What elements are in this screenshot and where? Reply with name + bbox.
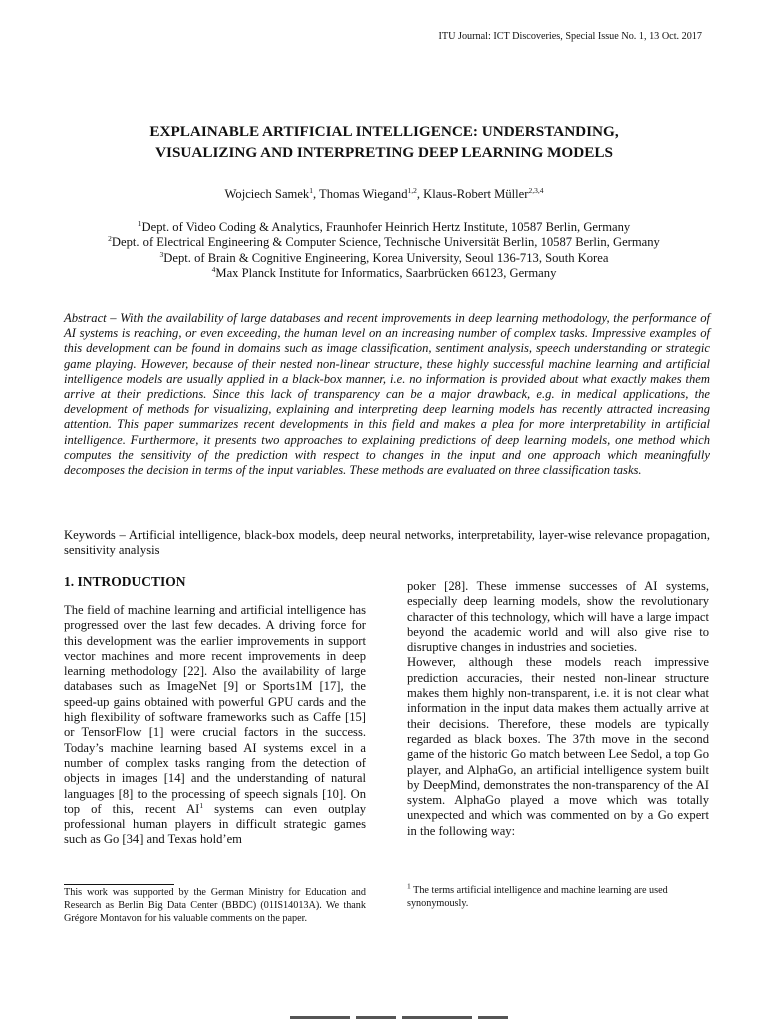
affiliation-text: Max Planck Institute for Informatics, Saarbrücken 66123, Germany [215,266,557,281]
affiliations [40,220,728,282]
author-affil-sup: 1 [309,185,313,195]
abstract: Abstract – With the availability of large databases and recent improvements in deep learning methodology, the performance of AI systems is reaching, or even exceeding, the human level on an increasing number of complex tasks. Impressive examples of this development can be found in domains such as image classification, sentiment analysis, speech understanding or strategic game playing. However, because of their nested non-linear structure, these highly successful machine learning and artificial intelligence models are usually applied in a black-box manner, i.e. no information is provided about what exactly makes them arrive at their predictions. Since this lack of transparency can be a major drawback, e.g. in medical applications, the development of methods for visualizing, explaining and interpreting deep learning models has recently attracted increasing attention. This paper summarizes recent developments in this field and makes a plea for more interpretability in artificial intelligence. Furthermore, it presents two approaches to explaining predictions of deep learning models, one method which computes the sensitivity of the prediction with respect to changes in the input and one approach which meaningfully decomposes the decision in terms of the input variables. These methods are evaluated on three classification tasks. [64,311,710,478]
cut-off-footer [290,1016,700,1024]
author-name: Klaus-Robert Müller [423,187,529,201]
intro-paragraph: However, although these models reach impressive prediction accuracies, their nested non-linear structure makes them highly non-transparent, i.e. it is not clear what information in the input data makes them actually arrive at their decisions. Therefore, these models are typically regarded as black boxes. The 37th move in the second game of the historic Go match between Lee Sedol, a top Go player, and AlphaGo, an artificial intelligence system built by DeepMind, demonstrates the non-transparency of the AI system. AlphaGo played a move which was totally unexpected and which was commented on by a Go expert in the following way: [407,655,709,838]
footer-fragment [290,1016,350,1019]
column-right [407,579,709,839]
affiliation-line [40,220,728,235]
footnote-marker: 1 [407,881,411,891]
affiliation-sup: 4 [211,265,216,275]
intro-paragraph: poker [28]. These immense successes of AI systems, especially deep learning models, show the revolutionary character of this technology, which will have a large impact beyond the academic world and will also give rise to disruptive changes in industries and societies. [407,579,709,655]
affiliation-sup: 1 [137,218,142,228]
affiliation-line [40,251,728,266]
intro-paragraph [64,603,366,848]
footer-fragment [402,1016,472,1019]
funding-footnote: This work was supported by the German Ministry for Education and Research as Berlin Big Data Center (BBDC) (01IS14013A). We thank Grégore Montavon for his valuable comments on the paper. [64,887,366,924]
footer-fragment [478,1016,508,1019]
affiliation-sup: 2 [108,234,112,244]
author-name: Wojciech Samek [224,187,310,201]
paper-title [60,121,708,163]
running-head: ITU Journal: ICT Discoveries, Special Issue No. 1, 13 Oct. 2017 [438,31,702,42]
affiliation-text: Dept. of Electrical Engineering & Computer Science, Technische Universität Berlin, 10587 Berlin, Germany [111,235,660,250]
intro-text: The field of machine learning and artificial intelligence has progressed over the last few decades. A driving force for this development was the earlier improvements in support vector machines and more recent improvements in deep learning methodology [22]. Also the availability of large databases such as ImageNet [9] or Sports1M [17], the speed-up gains obtained with powerful GPU cards and the high flexibility of software frameworks such as Caffe [15] or TensorFlow [1] were crucial factors in the success. Today’s machine learning based AI systems excel in a number of complex tasks ranging from the detection of objects in images [14] and the understanding of natural languages [8] to the processing of speech signals [10]. On top of this, recent AI [64,603,366,816]
affiliation-line [40,266,728,281]
title-line-1: EXPLAINABLE ARTIFICIAL INTELLIGENCE: UNDERSTANDING, [149,123,619,140]
author-name: Thomas Wiegand [319,187,408,201]
affiliation-sup: 3 [159,249,164,259]
author-affil-sup: 2,3,4 [528,185,544,195]
affiliation-text: Dept. of Brain & Cognitive Engineering, Korea University, Seoul 136-713, South Korea [163,250,609,265]
footnote-text: The terms artificial intelligence and machine learning are used synonymously. [407,885,668,909]
affiliation-line [40,235,728,250]
affiliation-text: Dept. of Video Coding & Analytics, Fraunhofer Heinrich Hertz Institute, 10587 Berlin, Germany [141,220,631,234]
footnote-1 [407,881,709,910]
footnote-rule [64,884,174,885]
section-heading-introduction: 1. INTRODUCTION [64,574,186,589]
author-affil-sup: 1,2 [407,185,417,195]
keywords: Keywords – Artificial intelligence, black-box models, deep neural networks, interpretability, layer-wise relevance propagation, sensitivity analysis [64,528,710,558]
column-left [64,603,366,848]
title-line-2: VISUALIZING AND INTERPRETING DEEP LEARNING MODELS [155,144,613,161]
footer-fragment [356,1016,396,1019]
intro-text: systems can even outplay professional human players in difficult strategic games such as Go [34] and Texas hold’em [64,801,366,847]
footnote-marker: 1 [199,800,204,810]
author-list: Wojciech Samek$^1$, Thomas Wiegand$^{1,2}$, Klaus-Robert Müller$^{2,3,4}$ [224,185,544,201]
